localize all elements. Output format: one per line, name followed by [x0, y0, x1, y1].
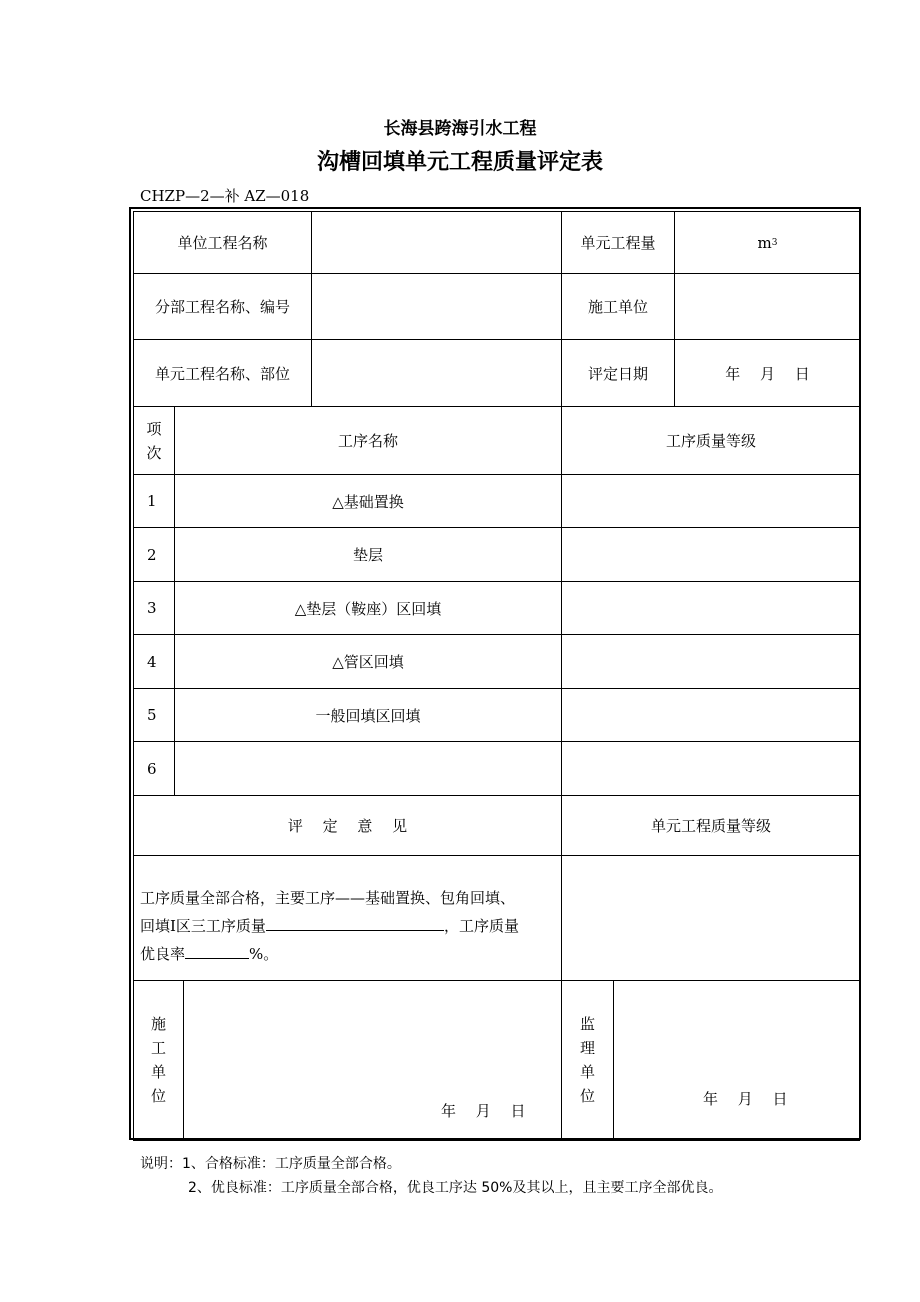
- rule-bottom: [133, 1140, 860, 1141]
- eval-date-value[interactable]: 年 月 日: [725, 364, 810, 383]
- unit-project-value[interactable]: [312, 212, 561, 273]
- evaluation-text-line-2-end: ，工序质量: [443, 917, 519, 935]
- note-line-1: 说明：1、合格标准：工序质量全部合格。: [140, 1156, 401, 1172]
- rule-right: [860, 211, 861, 1140]
- evaluation-text-line-1: 工序质量全部合格，主要工序——基础置换、包角回填、: [140, 889, 516, 907]
- evaluation-text-line-2-start: 回填Ⅰ区三工序质量: [140, 917, 266, 935]
- row-index: 6: [147, 759, 157, 778]
- evaluation-opinion-label: 评 定 意 见: [287, 817, 408, 835]
- row-index: 4: [147, 652, 157, 671]
- project-subtitle: 长海县跨海引水工程: [383, 119, 537, 139]
- col-process-header: 工序名称: [337, 432, 398, 450]
- unit-quantity-value[interactable]: [675, 212, 860, 273]
- row-index: 1: [147, 492, 157, 510]
- row-grade-value[interactable]: [562, 742, 860, 795]
- construction-sign-date: 年 月 日: [441, 1102, 526, 1120]
- supervision-unit-sign-label: 监 理 单 位: [579, 1015, 595, 1105]
- col-index-header: 项 次: [146, 419, 162, 462]
- evaluation-text-line-2: [140, 912, 560, 940]
- col-grade-header: 工序质量等级: [665, 432, 756, 450]
- note-line-2: 2、优良标准：工序质量全部合格，优良工序达 50%及其以上，且主要工序全部优良。: [188, 1180, 723, 1196]
- row-process-name: △垫层（鞍座）区回填: [294, 599, 442, 618]
- supervision-signature-area[interactable]: [614, 981, 860, 1140]
- supervision-sign-date: 年 月 日: [703, 1090, 788, 1108]
- row-index: 2: [147, 545, 157, 564]
- construction-unit-label: 施工单位: [587, 298, 648, 316]
- notes: [140, 1152, 722, 1200]
- sub-project-value[interactable]: [312, 274, 561, 339]
- construction-unit-value[interactable]: [675, 274, 860, 339]
- row-process-name: 一般回填区回填: [315, 706, 421, 725]
- row-index: 5: [147, 706, 157, 724]
- evaluation-text-line-3-end: %。: [249, 945, 279, 963]
- evaluation-text-line-3: [140, 940, 560, 968]
- unit-quantity-unit: m: [757, 233, 772, 252]
- form-code: CHZP—2—补 AZ—018: [140, 187, 310, 205]
- evaluation-text: [140, 884, 560, 968]
- row-process-name: 垫层: [352, 546, 383, 564]
- unit-quantity-label: 单元工程量: [580, 234, 656, 252]
- row-grade-value[interactable]: [562, 635, 860, 688]
- unit-quantity-superscript: 3: [771, 237, 778, 248]
- element-grade-label: 单元工程质量等级: [650, 817, 771, 835]
- row-grade-value[interactable]: [562, 689, 860, 741]
- evaluation-text-line-3-start: 优良率: [140, 945, 186, 963]
- element-project-value[interactable]: [312, 340, 561, 406]
- row-index: 3: [147, 599, 157, 617]
- row-process-name: △管区回填: [332, 653, 404, 671]
- row-grade-value[interactable]: [562, 528, 860, 581]
- element-grade-value[interactable]: [562, 856, 860, 980]
- row-grade-value[interactable]: [562, 475, 860, 527]
- form-title: 沟槽回填单元工程质量评定表: [316, 149, 603, 175]
- process-quality-blank[interactable]: [266, 914, 444, 931]
- eval-date-label: 评定日期: [587, 364, 648, 383]
- row-process-name[interactable]: [175, 742, 561, 795]
- element-project-label: 单元工程名称、部位: [154, 364, 290, 383]
- sub-project-label: 分部工程名称、编号: [154, 298, 290, 316]
- row-process-name: △基础置换: [332, 492, 404, 511]
- excellence-rate-blank[interactable]: [185, 942, 249, 959]
- row-grade-value[interactable]: [562, 582, 860, 634]
- construction-unit-sign-label: 施 工 单 位: [150, 1015, 166, 1105]
- unit-project-label: 单位工程名称: [177, 234, 268, 252]
